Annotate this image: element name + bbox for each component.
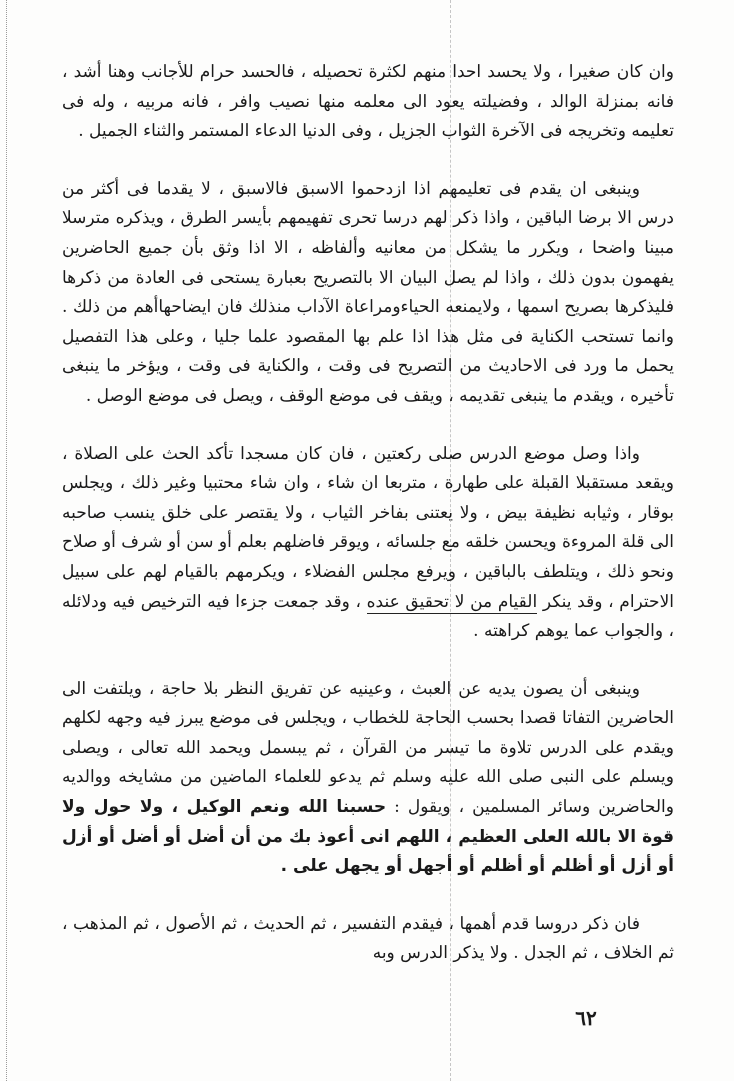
paragraph-text: وان كان صغيرا ، ولا يحسد احدا منهم لكثرة تحصيله ، فالحسد حرام للأجانب وهنا أشد ، فانه بمنزلة الوالد ، وفضيلته يعود الى معلمه منها نصيب وافر ، فانه مربيه ، وله فى تعليمه وتخريجه فى الآخرة الثواب الجزيل ، وفى الدنيا الدعاء المستمر والثناء الجميل . <box>62 62 674 142</box>
paragraph-envy <box>62 58 674 147</box>
paragraph-lesson-priority <box>62 910 674 969</box>
supplication-text: حسبنا الله ونعم الوكيل ، ولا حول ولا قوة الا بالله العلى العظيم ، اللهم انى أعوذ بك من أن أضل أو أضل أو أزل أو أزل أو أظلم أو أظلم أو أجهل أو يجهل على . <box>62 797 674 877</box>
page-body <box>62 58 674 997</box>
paragraph-teaching-order <box>62 175 674 412</box>
scan-edge-line <box>6 0 7 1081</box>
paragraph-text: فان ذكر دروسا قدم أهمها ، فيقدم التفسير ، ثم الحديث ، ثم الأصول ، ثم المذهب ، ثم الخلاف ، ثم الجدل . ولا يذكر الدرس وبه <box>62 913 674 964</box>
paragraph-text: ، وقد جمعت جزءا فيه الترخيص فيه ودلائله ، والجواب عما يوهم كراهته . <box>62 591 674 642</box>
paragraph-lesson-place <box>62 440 674 647</box>
paragraph-text: وينبغى ان يقدم فى تعليمهم اذا ازدحموا الاسبق فالاسبق ، لا يقدما فى أكثر من درس الا برضا الباقين ، واذا ذكر لهم درسا تحرى تفهيمهم بأيسر الطرق ، ويذكره مترسلا مبينا واضحا ، ويكرر ما يشكل من معانيه وألفاظه ، الا اذا وثق بأن جميع الحاضرين يفهمون بدون ذلك ، واذا لم يصل البيان الا بالتصريح بعبارة يستحى فى العادة من ذكرها فليذكرها بصريح اسمها ، ولايمنعه الحياءومراعاة الآداب منذلك فان ايضاحهاأهم من ذلك . وانما تستحب الكناية فى مثل هذا اذا علم بها المقصود علما جليا ، وعلى هذا التفصيل يحمل ما ورد فى الاحاديث من التصريح فى وقت ، والكناية فى وقت ، ويؤخر ما ينبغى تأخيره ، ويقدم ما ينبغى تقديمه ، ويقف فى موضع الوقف ، ويصل فى موضع الوصل . <box>62 178 674 406</box>
underlined-phrase: القيام من لا تحقيق عنده <box>366 591 538 612</box>
page-number: ٦٢ <box>575 1006 597 1030</box>
paragraph-text: وينبغى أن يصون يديه عن العبث ، وعينيه عن تفريق النظر بلا حاجة ، ويلتفت الى الحاضرين التفاتا قصدا بحسب الحاجة للخطاب ، ويجلس فى موضع يبرز فيه وجهه لكلهم ويقدم على الدرس تلاوة ما تيسر من القرآن ، ثم يبسمل ويحمد الله تعالى ، ويصلى ويسلم على النبى صلى الله عليه وسلم ثم يدعو للعلماء الماضين من مشايخه ووالديه والحاضرين وسائر المسلمين ، ويقول : <box>62 678 674 818</box>
paragraph-conduct <box>62 675 674 882</box>
paragraph-text: واذا وصل موضع الدرس صلى ركعتين ، فان كان مسجدا تأكد الحث على الصلاة ، ويقعد مستقبلا القبلة على طهارة ، متربعا ان شاء ، وان شاء محتبيا وغير ذلك ، ويجلس بوقار ، وثيابه نظيفة بيض ، ولا يعتنى بفاخر الثياب ، ولا يقتصر على خلق ينسب صاحبه الى قلة المروءة ويحسن خلقه مع جلسائه ، ويوقر فاضلهم بعلم أو سن أو شرف أو صلاح ونحو ذلك ، ويتلطف بالباقين ، ويرفع مجلس الفضلاء ، ويكرمهم بالقيام لهم على سبيل الاحترام ، وقد ينكر <box>62 443 674 612</box>
